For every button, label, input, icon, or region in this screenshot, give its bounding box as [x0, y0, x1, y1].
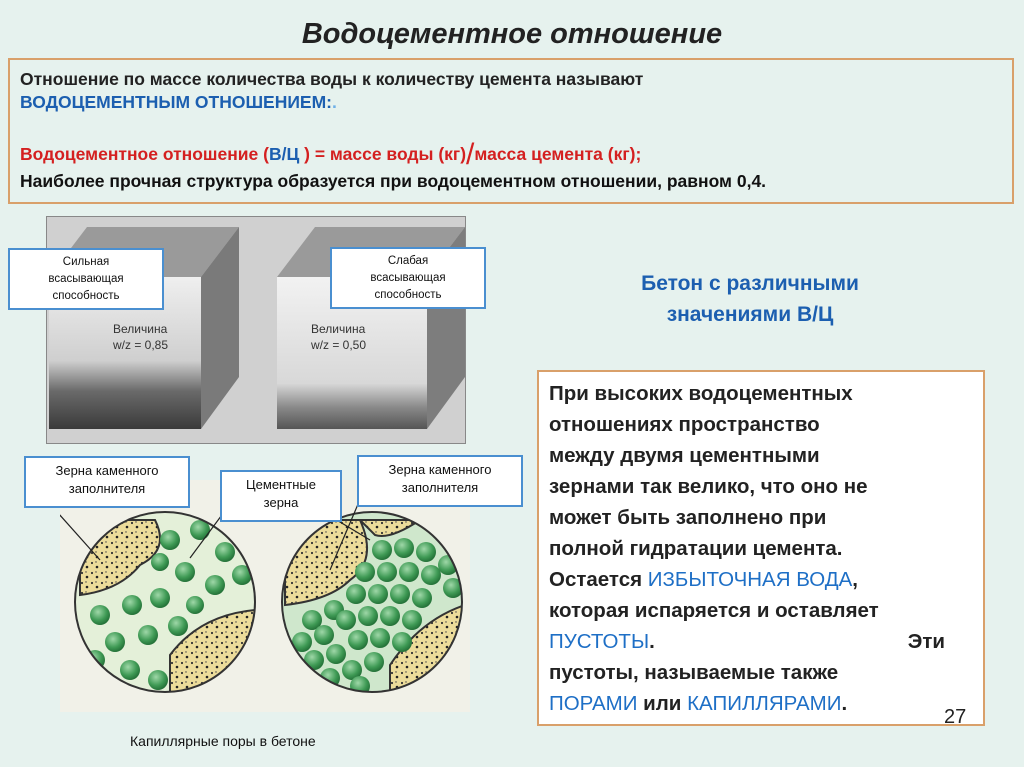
- callout-aggregate-left: Зерна каменного заполнителя: [24, 456, 190, 508]
- cube-left-ratio: Величина w/z = 0,85: [113, 322, 169, 352]
- definition-term: ВОДОЦЕМЕНТНЫМ ОТНОШЕНИЕМ:.: [20, 92, 337, 112]
- info-line-voids: ПУСТОТЫ. Эти: [549, 630, 945, 653]
- callout-strong-absorption: Сильная всасывающая способность: [8, 248, 164, 310]
- info-line-excess-water: Остается ИЗБЫТОЧНАЯ ВОДА,: [549, 568, 858, 591]
- formula-line: Водоцементное отношение (В/Ц ) = массе воды (кг)/масса цемента (кг);: [20, 138, 642, 171]
- info-line: При высоких водоцементных: [549, 382, 853, 405]
- callout-cement-grains: Цементные зерна: [220, 470, 342, 522]
- info-line: может быть заполнено при: [549, 506, 827, 529]
- info-line-pores: ПОРАМИ или КАПИЛЛЯРАМИ.: [549, 692, 848, 715]
- strength-statement: Наиболее прочная структура образуется при водоцементном отношении, равном 0,4.: [20, 171, 767, 191]
- slide-title: Водоцементное отношение: [301, 18, 723, 50]
- concrete-wc-heading: Бетон с различными значениями В/Ц: [641, 272, 859, 326]
- info-line: которая испаряется и оставляет: [549, 599, 879, 622]
- callout-aggregate-right: Зерна каменного заполнителя: [357, 455, 523, 507]
- info-line: полной гидратации цемента.: [549, 537, 843, 560]
- definition-line-1: Отношение по массе количества воды к количеству цемента называют: [20, 69, 644, 89]
- info-line: пустоты, называемые также: [549, 661, 839, 684]
- cube-right-ratio: Величина w/z = 0,50: [311, 322, 367, 352]
- slide-number: 27: [944, 706, 967, 728]
- info-line: между двумя цементными: [549, 444, 820, 467]
- definition-box: [8, 58, 1014, 204]
- callout-weak-absorption: Слабая всасывающая способность: [330, 247, 486, 309]
- info-line: зернами так велико, что оно не: [549, 475, 868, 498]
- explanation-box: [537, 370, 985, 726]
- illustration-caption: Капиллярные поры в бетоне: [130, 733, 316, 749]
- info-line: отношениях пространство: [549, 413, 820, 436]
